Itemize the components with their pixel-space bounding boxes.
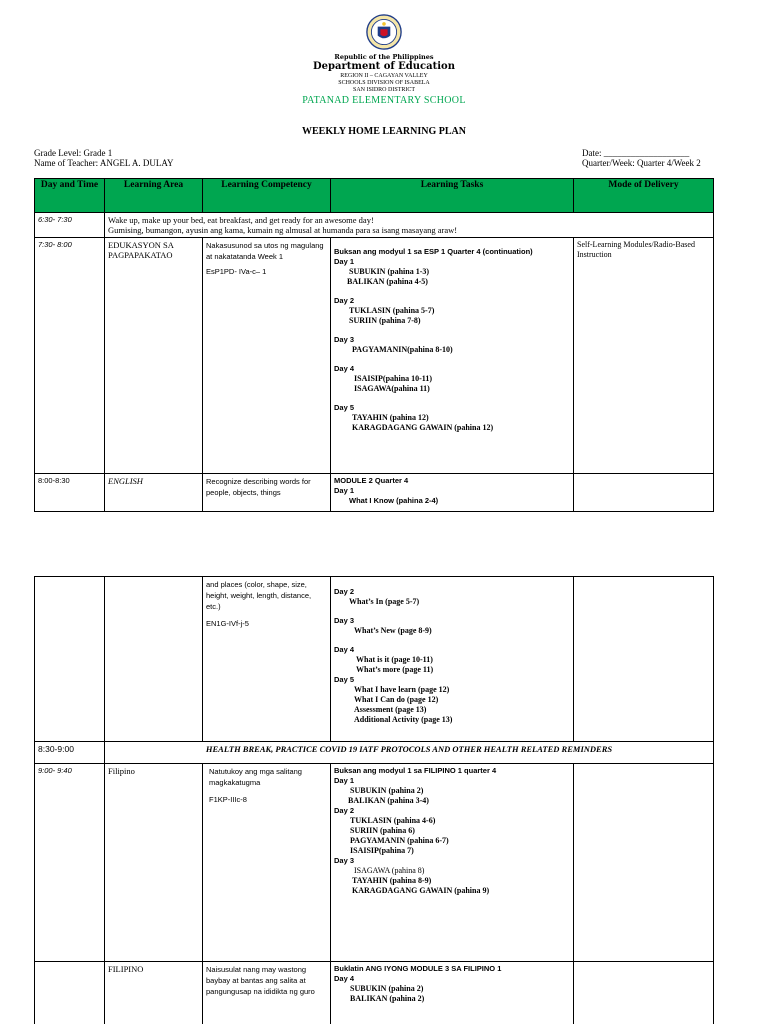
department-line: Department of Education	[313, 61, 455, 72]
routine-english: Wake up, make up your bed, eat breakfast, and get ready for an awesome day!	[108, 215, 374, 225]
grade-level: Grade Level: Grade 1	[34, 148, 113, 158]
task-item: TAYAHIN (pahina 8-9)	[352, 876, 432, 885]
meta-right	[582, 148, 701, 168]
table-row	[35, 577, 714, 742]
competency-text: Natutukoy ang mga salitang magkakatugma	[209, 767, 302, 787]
competency-cell: Naisusulat nang may wastong baybay at bantas ang salita at pangungusap na ididikta ng guro	[203, 962, 331, 1024]
district-line: SAN ISIDRO DISTRICT	[352, 87, 415, 93]
task-item: PAGYAMANIN(pahina 8-10)	[352, 345, 453, 354]
learning-area-cell: Filipino	[105, 764, 203, 962]
col-header-day-time: Day and Time	[35, 179, 105, 213]
time-cell	[35, 577, 105, 742]
division-line: SCHOOLS DIVISION OF ISABELA	[338, 80, 430, 86]
time-cell: 9:00- 9:40	[35, 764, 105, 962]
day-label: Day 3	[334, 616, 355, 625]
routine-filipino: Gumising, bumangon, ayusin ang kama, kumain ng almusal at humanda para sa isang masayang araw!	[108, 225, 458, 235]
time-cell: 7:30- 8:00	[35, 238, 105, 474]
task-item: What’s New (page 8-9)	[354, 626, 432, 635]
task-item: ISAISIP(pahina 7)	[350, 846, 414, 855]
competency-cell	[203, 238, 331, 474]
letterhead	[0, 14, 768, 107]
table-row	[35, 213, 714, 238]
mode-cell	[574, 474, 714, 512]
task-item: ISAGAWA(pahina 11)	[354, 384, 430, 393]
task-item: SUBUKIN (pahina 2)	[350, 786, 424, 795]
day-label: Day 1	[334, 486, 355, 495]
tasks-cell	[331, 238, 574, 474]
teacher-name: Name of Teacher: ANGEL A. DULAY	[34, 158, 174, 168]
meta-left	[34, 148, 174, 168]
tasks-cell	[331, 962, 574, 1024]
republic-line: Republic of the Philippines	[334, 53, 434, 61]
task-item: Assessment (page 13)	[354, 705, 427, 714]
task-item: SURIIN (pahina 6)	[350, 826, 415, 835]
day-label: Day 4	[334, 974, 355, 983]
competency-text: Nakasusunod sa utos ng magulang at nakatatanda Week 1	[206, 241, 324, 261]
time-cell: 6:30- 7:30	[35, 213, 105, 238]
time-cell: 8:00-8:30	[35, 474, 105, 512]
day-label: Day 3	[334, 335, 355, 344]
mode-cell	[574, 764, 714, 962]
table-header-row	[35, 179, 714, 213]
day-label: Day 3	[334, 856, 355, 865]
task-item: KARAGDAGANG GAWAIN (pahina 9)	[352, 886, 490, 895]
learning-area-cell	[105, 577, 203, 742]
school-name: PATANAD ELEMENTARY SCHOOL	[302, 95, 466, 106]
mode-cell: Self-Learning Modules/Radio-Based Instruction	[574, 238, 714, 474]
date-field: Date: ___________________	[582, 148, 690, 158]
task-item: PAGYAMANIN (pahina 6-7)	[350, 836, 449, 845]
competency-text: and places (color, shape, size, height, weight, length, distance, etc.)	[206, 580, 312, 611]
routine-cell	[105, 213, 714, 238]
deped-seal-icon	[366, 14, 402, 50]
task-item: SUBUKIN (pahina 1-3)	[349, 267, 430, 276]
task-item: BALIKAN (pahina 4-5)	[347, 277, 428, 286]
tasks-cell	[331, 577, 574, 742]
task-item: ISAISIP(pahina 10-11)	[354, 374, 433, 383]
task-item: TUKLASIN (pahina 4-6)	[350, 816, 436, 825]
task-item: What I Can do (page 12)	[354, 695, 439, 704]
task-header: Buksan ang modyul 1 sa FILIPINO 1 quarter 4	[334, 766, 497, 775]
task-header: MODULE 2 Quarter 4	[334, 476, 409, 485]
table-row	[35, 962, 714, 1024]
task-item: SURIIN (pahina 7-8)	[349, 316, 421, 325]
tasks-cell	[331, 474, 574, 512]
day-label: Day 2	[334, 806, 355, 815]
competency-code: F1KP-IIIc-8	[209, 795, 247, 804]
task-header: Buksan ang modyul 1 sa ESP 1 Quarter 4 (continuation)	[334, 247, 533, 256]
col-header-tasks: Learning Tasks	[331, 179, 574, 213]
col-header-learning-area: Learning Area	[105, 179, 203, 213]
day-label: Day 1	[334, 257, 355, 266]
competency-cell	[203, 764, 331, 962]
day-label: Day 4	[334, 645, 355, 654]
time-cell: 8:30-9:00	[35, 742, 105, 764]
region-line: REGION II – CAGAYAN VALLEY	[340, 73, 428, 79]
learning-area-cell: FILIPINO	[105, 962, 203, 1024]
learning-plan-table-page1	[34, 178, 714, 512]
task-item: BALIKAN (pahina 3-4)	[348, 796, 429, 805]
table-row	[35, 742, 714, 764]
quarter-week: Quarter/Week: Quarter 4/Week 2	[582, 158, 701, 168]
day-label: Day 2	[334, 296, 355, 305]
task-item: What I Know (pahina 2-4)	[349, 496, 439, 505]
tasks-cell	[331, 764, 574, 962]
day-label: Day 4	[334, 364, 355, 373]
learning-area-cell: ENGLISH	[105, 474, 203, 512]
day-label: Day 1	[334, 776, 355, 785]
task-item: What I have learn (page 12)	[354, 685, 450, 694]
task-item: What is it (page 10-11)	[356, 655, 433, 664]
task-item: What’s In (page 5-7)	[349, 597, 420, 606]
task-item: SUBUKIN (pahina 2)	[350, 984, 424, 993]
task-item: KARAGDAGANG GAWAIN (pahina 12)	[352, 423, 494, 432]
competency-code: EN1G-IVf-j-5	[206, 619, 249, 628]
day-label: Day 5	[334, 675, 355, 684]
table-row	[35, 238, 714, 474]
task-item: Additional Activity (page 13)	[354, 715, 453, 724]
task-item: BALIKAN (pahina 2)	[350, 994, 425, 1003]
col-header-competency: Learning Competency	[203, 179, 331, 213]
competency-cell: Recognize describing words for people, objects, things	[203, 474, 331, 512]
competency-code: EsP1PD- IVa-c– 1	[206, 267, 267, 276]
learning-plan-table-page2	[34, 576, 714, 1024]
learning-area-cell: EDUKASYON SA PAGPAPAKATAO	[105, 238, 203, 474]
mode-cell	[574, 962, 714, 1024]
task-item: TUKLASIN (pahina 5-7)	[349, 306, 435, 315]
task-item: TAYAHIN (pahina 12)	[352, 413, 429, 422]
col-header-mode: Mode of Delivery	[574, 179, 714, 213]
competency-cell	[203, 577, 331, 742]
day-label: Day 2	[334, 587, 355, 596]
table-row	[35, 474, 714, 512]
task-header: Buklatin ANG IYONG MODULE 3 SA FILIPINO 1	[334, 964, 502, 973]
health-break-cell: HEALTH BREAK, PRACTICE COVID 19 IATF PROTOCOLS AND OTHER HEALTH RELATED REMINDERS	[105, 742, 714, 764]
mode-cell	[574, 577, 714, 742]
time-cell	[35, 962, 105, 1024]
task-item: What’s more (page 11)	[356, 665, 434, 674]
page-title: WEEKLY HOME LEARNING PLAN	[301, 126, 466, 137]
task-item: ISAGAWA (pahina 8)	[354, 866, 425, 875]
table-row	[35, 764, 714, 962]
day-label: Day 5	[334, 403, 355, 412]
